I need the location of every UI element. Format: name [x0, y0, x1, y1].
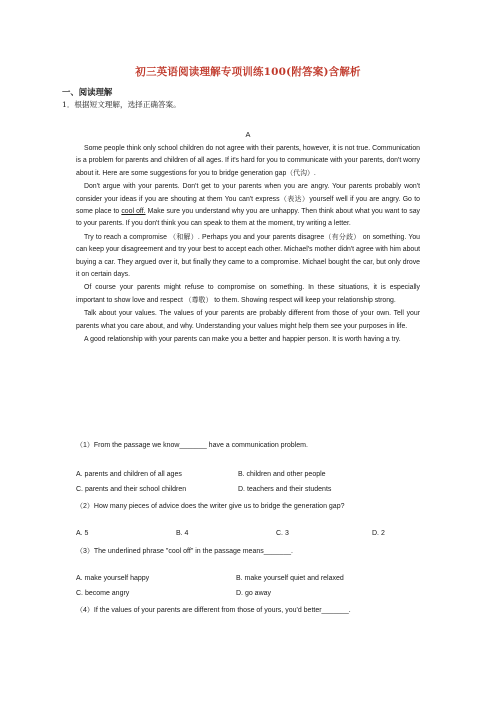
section-heading: 一、阅读理解 — [62, 87, 113, 97]
passage-letter: A — [245, 130, 251, 139]
question-1: （1）From the passage we know_______ have a communication problem. — [76, 442, 308, 449]
q1-option-a[interactable]: A. parents and children of all ages — [76, 471, 182, 478]
q1-option-c[interactable]: C. parents and their school children — [76, 486, 187, 493]
instruction: 1．根据短文理解，选择正确答案。 — [62, 100, 181, 109]
question-3: （3）The underlined phrase "cool off" in the passage means_______. — [76, 548, 293, 555]
q3-option-b[interactable]: B. make yourself quiet and relaxed — [236, 575, 344, 582]
q3-option-c[interactable]: C. become angry — [76, 590, 130, 597]
underlined-phrase: cool off. — [121, 208, 146, 216]
paragraph-6: A good relationship with your parents can make you a better and happier person. It is worth having a try. — [84, 336, 401, 344]
question-4: （4）If the values of your parents are different from those of yours, you'd better_______. — [76, 607, 351, 614]
q1-option-b[interactable]: B. children and other people — [238, 471, 326, 478]
q2-option-d[interactable]: D. 2 — [372, 530, 385, 537]
q3-option-d[interactable]: D. go away — [236, 590, 272, 597]
document-title: 初三英语阅读理解专项训练100(附答案)含解析 — [135, 66, 361, 78]
q2-option-b[interactable]: B. 4 — [176, 530, 189, 537]
paragraph-3: Try to reach a compromise （和解）. Perhaps you and your parents disagree（有分歧） on something. You can keep your disagreement and try your best to accept each other. Michael's mother didn't agree with him about buying a car. They argued over it, but finally they came to a compromise. Michael bought the car, but only drove it on certain days. — [76, 233, 420, 279]
paragraph-5: Talk about your values. The values of your parents are probably different from those of your own. Tell your parents what you care about, and why. Understanding your values might help them see your purposes in life. — [76, 310, 420, 330]
passage-body — [76, 143, 420, 348]
paragraph-2: Don't argue with your parents. Don't get to your parents when you are angry. Your parents probably won't consider your ideas if you are shouting at them You can't express（表达）yourself well if you are angry. Go to some place to cool off. Make sure you understand why you are unhappy. Then think about what you want to say to your parents. If you don't think you can speak to them at the moment, try writing a letter. — [76, 183, 420, 228]
q3-option-a[interactable]: A. make yourself happy — [76, 575, 150, 582]
paragraph-4: Of course your parents might refuse to compromise on something. In these situations, it is especially important to show love and respect （尊敬） to them. Showing respect will keep your relationship strong. — [76, 284, 420, 304]
paragraph-1: Some people think only school children do not agree with their parents, however, it is not true. Communication is a problem for parents and children of all ages. If it's hard for you to communicate with your parents, don't worry about it. Here are some suggestions for you to bridge generation gap（代沟）. — [76, 145, 420, 177]
question-2: （2）How many pieces of advice does the writer give us to bridge the generation gap? — [76, 503, 345, 510]
q2-option-a[interactable]: A. 5 — [76, 530, 89, 537]
q1-option-d[interactable]: D. teachers and their students — [238, 486, 332, 493]
q2-option-c[interactable]: C. 3 — [276, 530, 289, 537]
